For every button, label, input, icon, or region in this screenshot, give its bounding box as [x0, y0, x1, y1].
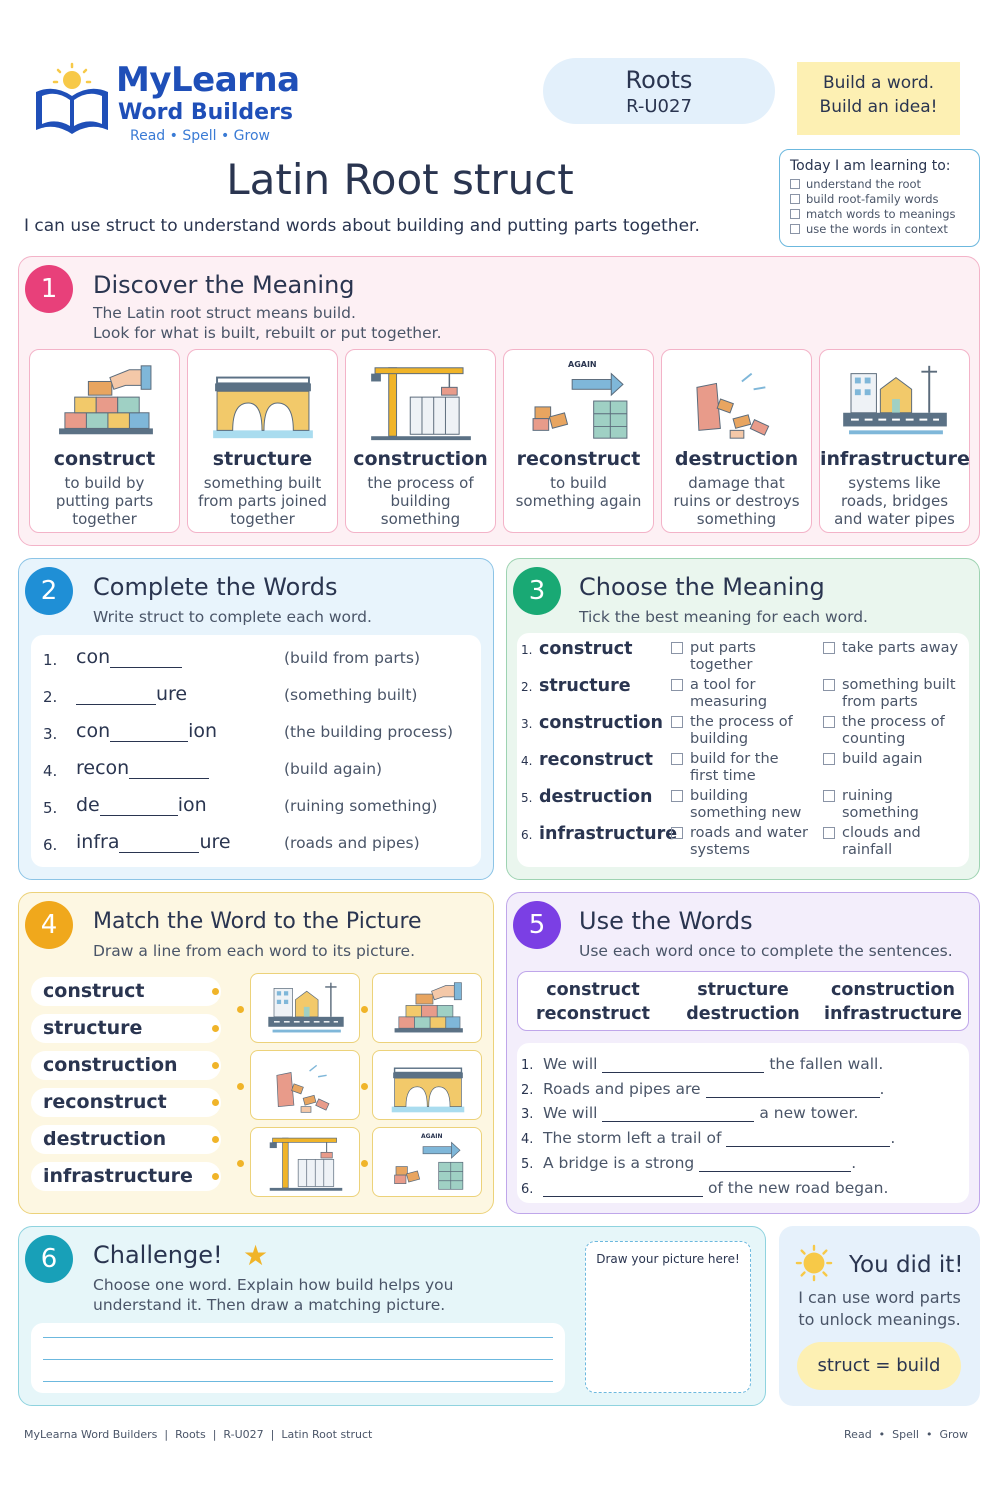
- root-badge: struct = build: [797, 1342, 961, 1390]
- match-dot[interactable]: [237, 1006, 244, 1013]
- sentence: 4. The storm left a trail of .: [521, 1129, 896, 1147]
- section-instruction: understand it. Then draw a matching picture.: [93, 1296, 446, 1314]
- page-title: Latin Root struct: [226, 155, 574, 204]
- card-word: construct: [53, 448, 156, 470]
- match-dot[interactable]: [361, 1006, 368, 1013]
- match-dot[interactable]: [212, 1173, 219, 1180]
- brand-name: MyLearna: [116, 60, 300, 100]
- word-card-reconstruct: [503, 349, 654, 533]
- blank-field[interactable]: [699, 1155, 851, 1172]
- sun-icon: [795, 1244, 833, 1282]
- match-picture[interactable]: [372, 973, 482, 1043]
- answer-area[interactable]: [31, 1323, 565, 1393]
- fill-in-row: 2. ure (something built): [43, 683, 418, 706]
- section-instruction: Look for what is built, rebuilt or put together.: [93, 324, 442, 342]
- word-card-structure: [187, 349, 338, 533]
- match-word[interactable]: construction: [31, 1051, 221, 1080]
- word-bank: [517, 971, 969, 1031]
- section-instruction: Tick the best meaning for each word.: [579, 608, 868, 626]
- fill-in-panel: [31, 635, 481, 867]
- footer-right: Read • Spell • Grow: [844, 1428, 968, 1441]
- word-card-construct: [29, 349, 180, 533]
- fill-in-row: 4. recon (build again): [43, 757, 383, 780]
- checkbox-icon[interactable]: [823, 827, 835, 839]
- unit-badge: [543, 58, 775, 124]
- crane-icon: [366, 358, 476, 446]
- blank-field[interactable]: [100, 796, 178, 816]
- bank-word: construction: [831, 980, 955, 1000]
- section-title: Challenge!: [93, 1241, 223, 1269]
- drawing-label: Draw your picture here!: [596, 1252, 740, 1266]
- section-title: Use the Words: [579, 907, 753, 935]
- bank-word: construct: [546, 980, 640, 1000]
- fill-in-row: 1. con (build from parts): [43, 646, 420, 669]
- page-subtitle: I can use struct to understand words about building and putting parts together.: [24, 216, 700, 236]
- hint: (something built): [284, 686, 418, 704]
- checkbox-icon[interactable]: [790, 194, 800, 204]
- match-picture[interactable]: [372, 1127, 482, 1197]
- checkbox-icon[interactable]: [671, 753, 683, 765]
- section-challenge: [18, 1226, 766, 1406]
- fill-in-row: 3. con ion (the building process): [43, 720, 454, 743]
- option-b[interactable]: the process of counting: [823, 714, 963, 748]
- option-a[interactable]: building something new: [671, 788, 811, 822]
- crane-icon: [266, 1131, 346, 1195]
- match-picture[interactable]: [250, 973, 360, 1043]
- blank-field[interactable]: [706, 1081, 880, 1098]
- choice-row: 4. reconstruct build for the first time build again: [517, 750, 969, 787]
- choice-panel: [517, 633, 969, 867]
- match-word[interactable]: destruction: [31, 1125, 221, 1154]
- match-picture[interactable]: [250, 1050, 360, 1120]
- word-card-destruction: [661, 349, 812, 533]
- option-a[interactable]: roads and water systems: [671, 825, 811, 859]
- brand-logo: [30, 58, 320, 148]
- blank-field[interactable]: [543, 1180, 703, 1197]
- again-label: AGAIN: [568, 360, 597, 369]
- choice-row: 3. construction the process of building the process of counting: [517, 713, 969, 750]
- checkbox-icon[interactable]: [823, 642, 835, 654]
- section-instruction: The Latin root struct means build.: [93, 304, 356, 322]
- card-word: construction: [353, 448, 488, 470]
- checkbox-icon[interactable]: [823, 753, 835, 765]
- checkbox-icon[interactable]: [790, 224, 800, 234]
- bank-word: destruction: [686, 1004, 800, 1024]
- write-line: [43, 1359, 553, 1360]
- sentence: 6. of the new road began.: [521, 1179, 889, 1197]
- match-dot[interactable]: [361, 1083, 368, 1090]
- section-number: 6: [25, 1235, 73, 1283]
- reward-line: to unlock meanings.: [798, 1310, 961, 1329]
- rebuild-icon: [388, 1131, 468, 1195]
- hint: (build from parts): [284, 649, 420, 667]
- bank-word: infrastructure: [823, 1004, 963, 1024]
- option-b[interactable]: build again: [823, 751, 963, 768]
- card-word: destruction: [674, 448, 799, 470]
- again-label: AGAIN: [421, 1133, 443, 1140]
- section-choose-meaning: [506, 558, 980, 880]
- match-word[interactable]: structure: [31, 1014, 221, 1043]
- card-definition: something built from parts joined together: [198, 474, 327, 528]
- brand-subtitle: Word Builders: [118, 100, 293, 125]
- match-dot[interactable]: [237, 1083, 244, 1090]
- match-dot[interactable]: [237, 1160, 244, 1167]
- checkbox-icon[interactable]: [823, 790, 835, 802]
- checkbox-icon[interactable]: [823, 679, 835, 691]
- card-definition: the process of building something: [367, 474, 474, 528]
- match-word[interactable]: reconstruct: [31, 1088, 221, 1117]
- section-instruction: Draw a line from each word to its picture.: [93, 942, 416, 960]
- unit-code: R-U027: [626, 96, 692, 117]
- section-title: Discover the Meaning: [93, 271, 355, 299]
- blank-field[interactable]: [110, 648, 182, 668]
- star-icon: ★: [243, 1239, 269, 1272]
- section-title: Complete the Words: [93, 573, 338, 601]
- card-definition: damage that ruins or destroys something: [673, 474, 800, 528]
- sentence: 2. Roads and pipes are .: [521, 1080, 885, 1098]
- blank-field[interactable]: [726, 1130, 890, 1147]
- card-word: infrastructure: [820, 448, 970, 470]
- checkbox-icon[interactable]: [671, 679, 683, 691]
- match-picture[interactable]: [250, 1127, 360, 1197]
- learning-goals: [779, 149, 980, 247]
- hint: (the building process): [284, 723, 454, 741]
- reward-line: I can use word parts: [798, 1288, 961, 1307]
- section-title: Match the Word to the Picture: [93, 909, 422, 934]
- section-instruction: Write struct to complete each word.: [93, 608, 372, 626]
- goal-item[interactable]: match words to meanings: [790, 207, 969, 222]
- section-discover: [18, 256, 980, 546]
- footer-left: MyLearna Word Builders | Roots | R-U027 | Latin Root struct: [24, 1428, 373, 1441]
- section-instruction: Use each word once to complete the sentences.: [579, 942, 953, 960]
- card-definition: systems like roads, bridges and water pipes: [834, 474, 955, 528]
- option-b[interactable]: something built from parts: [823, 677, 963, 711]
- blank-field[interactable]: [119, 833, 199, 853]
- rubble-icon: [266, 1054, 346, 1118]
- match-picture[interactable]: [372, 1050, 482, 1120]
- hint: (build again): [284, 760, 383, 778]
- card-definition: to build something again: [515, 474, 642, 510]
- choice-row: 5. destruction building something new ruining something: [517, 787, 969, 824]
- section-number: 2: [25, 567, 73, 615]
- sentence: 5. A bridge is a strong .: [521, 1154, 857, 1172]
- blank-field[interactable]: [129, 759, 209, 779]
- match-dot[interactable]: [212, 1099, 219, 1106]
- goal-item[interactable]: use the words in context: [790, 222, 969, 237]
- checkbox-icon[interactable]: [790, 209, 800, 219]
- section-instruction: Choose one word. Explain how build helps you: [93, 1276, 454, 1294]
- unit-label: Roots: [625, 66, 693, 94]
- choice-row: 1. construct put parts together take parts away: [517, 639, 969, 676]
- hint: (roads and pipes): [284, 834, 420, 852]
- section-title: Choose the Meaning: [579, 573, 825, 601]
- goal-item[interactable]: understand the root: [790, 177, 969, 192]
- section-match-picture: [18, 892, 494, 1214]
- hint: (ruining something): [284, 797, 438, 815]
- checkbox-icon[interactable]: [671, 716, 683, 728]
- option-a[interactable]: build for the first time: [671, 751, 811, 785]
- word-card-construction: [345, 349, 496, 533]
- write-line: [43, 1337, 553, 1338]
- option-b[interactable]: clouds and rainfall: [823, 825, 963, 859]
- option-b[interactable]: take parts away: [823, 640, 963, 657]
- match-word[interactable]: infrastructure: [31, 1162, 221, 1191]
- card-word: reconstruct: [516, 448, 641, 470]
- rubble-icon: [682, 358, 792, 446]
- option-a[interactable]: the process of building: [671, 714, 811, 748]
- sticky-line-1: Build a word.: [822, 73, 935, 93]
- choice-row: 2. structure a tool for measuring something built from parts: [517, 676, 969, 713]
- open-book-icon: [30, 62, 114, 142]
- card-definition: to build by putting parts together: [55, 474, 154, 528]
- option-a[interactable]: put parts together: [671, 640, 811, 674]
- word-card-infrastructure: [819, 349, 970, 533]
- blank-field[interactable]: [602, 1056, 764, 1073]
- checkbox-icon[interactable]: [671, 642, 683, 654]
- blank-field[interactable]: [76, 685, 156, 705]
- blocks-icon: [388, 977, 468, 1041]
- match-dot[interactable]: [361, 1160, 368, 1167]
- option-a[interactable]: a tool for measuring: [671, 677, 811, 711]
- city-icon: [840, 358, 950, 446]
- rebuild-icon: [524, 358, 634, 446]
- bridge-icon: [388, 1054, 468, 1118]
- sentence: 3. We will a new tower.: [521, 1104, 859, 1122]
- checkbox-icon[interactable]: [823, 716, 835, 728]
- goal-item[interactable]: build root-family words: [790, 192, 969, 207]
- drawing-area[interactable]: [585, 1241, 751, 1393]
- section-number: 4: [25, 901, 73, 949]
- fill-in-row: 5. de ion (ruining something): [43, 794, 438, 817]
- section-number: 1: [25, 265, 73, 313]
- section-number: 5: [513, 901, 561, 949]
- fill-in-row: 6. infra ure (roads and pipes): [43, 831, 420, 854]
- checkbox-icon[interactable]: [790, 179, 800, 189]
- card-word: structure: [212, 448, 313, 470]
- bank-word: reconstruct: [536, 1004, 650, 1024]
- write-line: [43, 1381, 553, 1382]
- match-dot[interactable]: [212, 1062, 219, 1069]
- option-b[interactable]: ruining something: [823, 788, 963, 822]
- reward-title: You did it!: [849, 1252, 964, 1278]
- bridge-icon: [208, 358, 318, 446]
- sticky-note: [797, 62, 960, 135]
- learning-goals-heading: Today I am learning to:: [790, 158, 951, 174]
- section-use-words: [506, 892, 980, 1214]
- bank-word: structure: [697, 980, 789, 1000]
- blank-field[interactable]: [602, 1105, 754, 1122]
- match-dot[interactable]: [212, 1025, 219, 1032]
- sentence: 1. We will the fallen wall.: [521, 1055, 884, 1073]
- section-complete-words: [18, 558, 494, 880]
- checkbox-icon[interactable]: [671, 790, 683, 802]
- sticky-line-2: Build an idea!: [819, 97, 938, 117]
- brand-tagline: Read • Spell • Grow: [130, 128, 270, 144]
- match-dot[interactable]: [212, 1136, 219, 1143]
- sentence-panel: [517, 1043, 969, 1203]
- section-number: 3: [513, 567, 561, 615]
- city-icon: [266, 977, 346, 1041]
- choice-row: 6. infrastructure roads and water systems clouds and rainfall: [517, 824, 969, 861]
- blocks-icon: [50, 358, 160, 446]
- checkbox-icon[interactable]: [671, 827, 683, 839]
- match-dot[interactable]: [212, 988, 219, 995]
- reward-panel: [779, 1226, 980, 1406]
- blank-field[interactable]: [110, 722, 188, 742]
- match-word[interactable]: construct: [31, 977, 221, 1006]
